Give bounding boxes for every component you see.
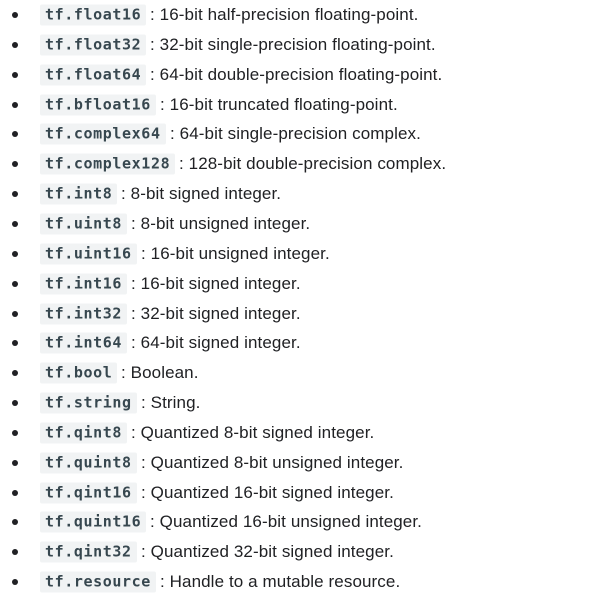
dtype-code: tf.quint16 bbox=[40, 512, 146, 533]
list-item bbox=[0, 418, 613, 448]
bullet-icon bbox=[12, 490, 18, 496]
bullet-icon bbox=[12, 549, 18, 555]
list-item bbox=[0, 149, 613, 179]
bullet-icon bbox=[12, 370, 18, 376]
dtype-code: tf.int8 bbox=[40, 184, 117, 205]
bullet-icon bbox=[12, 311, 18, 317]
dtype-description: : Quantized 16-bit signed integer. bbox=[141, 482, 394, 502]
bullet-icon bbox=[12, 519, 18, 525]
bullet-icon bbox=[12, 161, 18, 167]
dtype-description: : 8-bit signed integer. bbox=[121, 184, 282, 204]
dtype-description: : 64-bit single-precision complex. bbox=[170, 124, 421, 144]
list-item bbox=[0, 30, 613, 60]
dtype-description: : 64-bit signed integer. bbox=[131, 333, 301, 353]
list-item bbox=[0, 358, 613, 388]
dtype-code: tf.float32 bbox=[40, 34, 146, 55]
dtype-code: tf.int64 bbox=[40, 333, 127, 354]
dtype-description: : Boolean. bbox=[121, 363, 199, 383]
dtype-description: : 64-bit double-precision floating-point. bbox=[150, 64, 443, 84]
dtype-description: : Quantized 16-bit unsigned integer. bbox=[150, 512, 423, 532]
dtype-description: : 32-bit single-precision floating-point. bbox=[150, 34, 436, 54]
dtype-code: tf.qint8 bbox=[40, 422, 127, 443]
list-item bbox=[0, 567, 613, 597]
list-item bbox=[0, 328, 613, 358]
dtype-description: : 16-bit unsigned integer. bbox=[141, 243, 330, 263]
dtype-description: : 32-bit signed integer. bbox=[131, 303, 301, 323]
bullet-icon bbox=[12, 251, 18, 257]
list-item bbox=[0, 269, 613, 299]
dtype-code: tf.qint16 bbox=[40, 482, 137, 503]
bullet-icon bbox=[12, 102, 18, 108]
dtype-code: tf.qint32 bbox=[40, 542, 137, 563]
dtype-description: : String. bbox=[141, 393, 201, 413]
dtype-code: tf.float16 bbox=[40, 5, 146, 26]
bullet-icon bbox=[12, 221, 18, 227]
bullet-icon bbox=[12, 460, 18, 466]
dtype-code: tf.int32 bbox=[40, 303, 127, 324]
dtype-code: tf.complex128 bbox=[40, 154, 175, 175]
bullet-icon bbox=[12, 72, 18, 78]
list-item bbox=[0, 60, 613, 90]
list-item bbox=[0, 478, 613, 508]
dtype-code: tf.uint8 bbox=[40, 213, 127, 234]
list-item bbox=[0, 388, 613, 418]
bullet-icon bbox=[12, 191, 18, 197]
list-item bbox=[0, 507, 613, 537]
list-item bbox=[0, 537, 613, 567]
dtype-description: : 128-bit double-precision complex. bbox=[179, 154, 447, 174]
dtype-description: : Handle to a mutable resource. bbox=[160, 572, 401, 592]
bullet-icon bbox=[12, 400, 18, 406]
list-item bbox=[0, 179, 613, 209]
bullet-icon bbox=[12, 42, 18, 48]
bullet-icon bbox=[12, 12, 18, 18]
list-item bbox=[0, 0, 613, 30]
dtype-code: tf.int16 bbox=[40, 273, 127, 294]
list-item bbox=[0, 119, 613, 149]
dtype-code: tf.complex64 bbox=[40, 124, 166, 145]
dtype-description: : 16-bit half-precision floating-point. bbox=[150, 5, 419, 24]
dtype-code: tf.bfloat16 bbox=[40, 94, 156, 115]
bullet-icon bbox=[12, 579, 18, 585]
dtype-description: : 8-bit unsigned integer. bbox=[131, 213, 311, 233]
list-item bbox=[0, 90, 613, 120]
list-item bbox=[0, 299, 613, 329]
bullet-icon bbox=[12, 131, 18, 137]
bullet-icon bbox=[12, 340, 18, 346]
dtype-description: : Quantized 8-bit signed integer. bbox=[131, 422, 375, 442]
dtype-description: : 16-bit signed integer. bbox=[131, 273, 301, 293]
list-item bbox=[0, 209, 613, 239]
dtype-description: : Quantized 32-bit signed integer. bbox=[141, 542, 394, 562]
bullet-icon bbox=[12, 281, 18, 287]
dtype-description: : Quantized 8-bit unsigned integer. bbox=[141, 452, 404, 472]
bullet-icon bbox=[12, 430, 18, 436]
dtype-code: tf.string bbox=[40, 393, 137, 414]
dtype-code: tf.resource bbox=[40, 572, 156, 593]
list-item bbox=[0, 448, 613, 478]
dtype-code: tf.float64 bbox=[40, 64, 146, 85]
list-item bbox=[0, 239, 613, 269]
dtype-description: : 16-bit truncated floating-point. bbox=[160, 94, 398, 114]
dtype-code: tf.quint8 bbox=[40, 452, 137, 473]
dtype-code: tf.bool bbox=[40, 363, 117, 384]
dtype-code: tf.uint16 bbox=[40, 243, 137, 264]
